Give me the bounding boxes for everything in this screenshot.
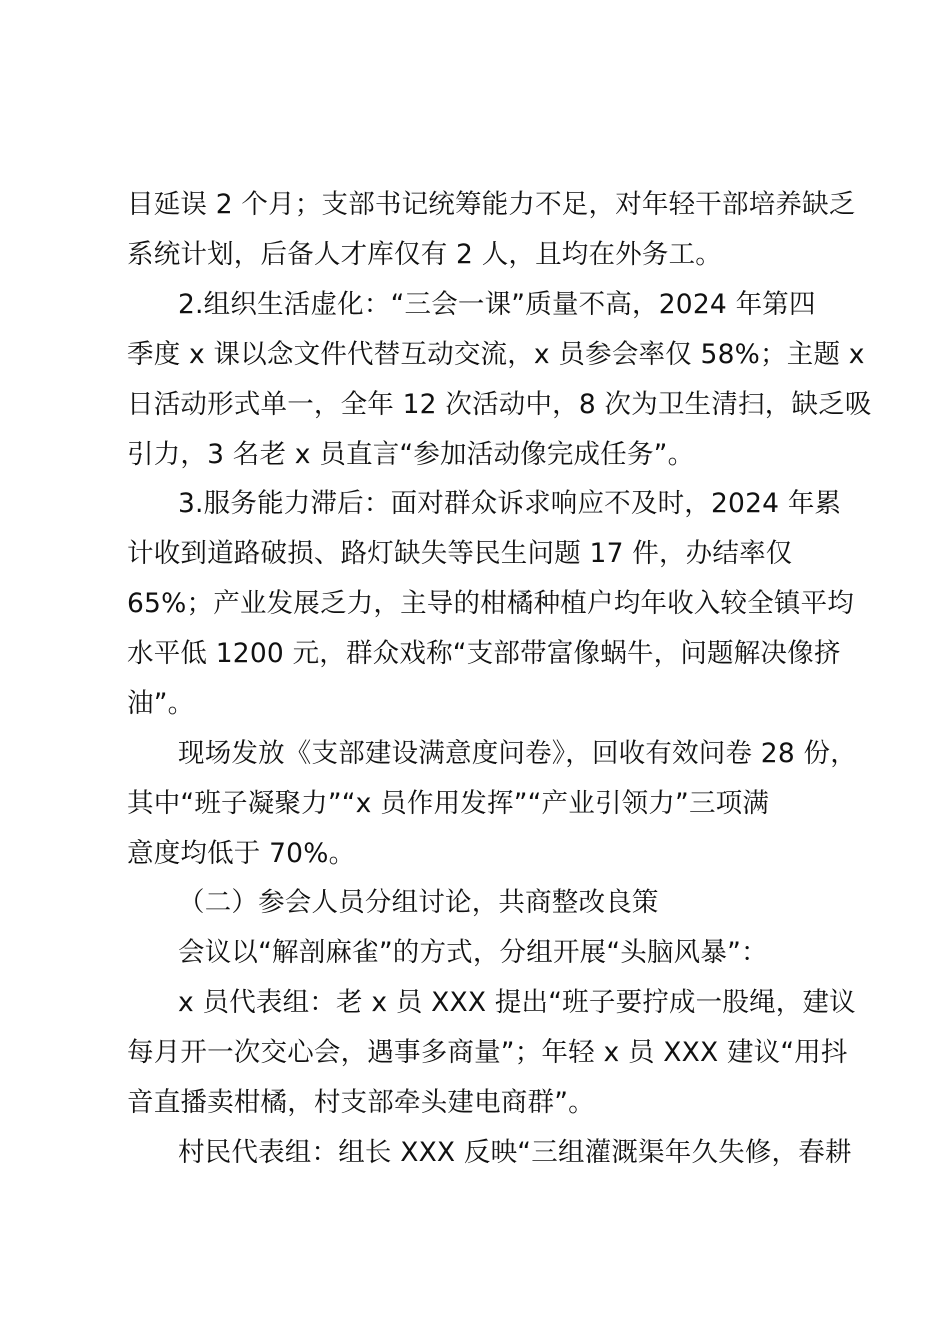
- paragraph-line: 会议以“解剖麻雀”的方式，分组开展“头脑风暴”：: [178, 937, 768, 968]
- paragraph-line: 油”。: [127, 688, 195, 719]
- paragraph-line: 3.服务能力滞后：面对群众诉求响应不及时，2024 年累: [178, 488, 842, 519]
- paragraph-line: 水平低 1200 元，群众戏称“支部带富像蜗牛，问题解决像挤: [127, 638, 841, 669]
- paragraph-line: 系统计划，后备人才库仅有 2 人，且均在外务工。: [127, 239, 723, 270]
- paragraph-line: 日活动形式单一，全年 12 次活动中，8 次为卫生清扫，缺乏吸: [127, 389, 872, 420]
- paragraph-line: 65%；产业发展乏力，主导的柑橘种植户均年收入较全镇平均: [127, 588, 854, 619]
- paragraph-line: 其中“班子凝聚力”“x 员作用发挥”“产业引领力”三项满: [127, 788, 770, 819]
- paragraph-line: 目延误 2 个月；支部书记统筹能力不足，对年轻干部培养缺乏: [127, 189, 856, 220]
- section-heading: （二）参会人员分组讨论，共商整改良策: [178, 887, 659, 918]
- paragraph-line: 计收到道路破损、路灯缺失等民生问题 17 件，办结率仅: [127, 538, 793, 569]
- paragraph-line: 引力，3 名老 x 员直言“参加活动像完成任务”。: [127, 439, 695, 470]
- paragraph-line: 现场发放《支部建设满意度问卷》，回收有效问卷 28 份，: [178, 738, 857, 769]
- paragraph-line: 季度 x 课以念文件代替互动交流，x 员参会率仅 58%；主题 x: [127, 339, 865, 370]
- paragraph-line: 意度均低于 70%。: [127, 838, 356, 869]
- paragraph-line: 村民代表组：组长 XXX 反映“三组灌溉渠年久失修，春耕: [178, 1137, 852, 1168]
- paragraph-line: x 员代表组：老 x 员 XXX 提出“班子要拧成一股绳，建议: [178, 987, 856, 1018]
- paragraph-line: 2.组织生活虚化：“三会一课”质量不高，2024 年第四: [178, 289, 816, 320]
- paragraph-line: 音直播卖柑橘，村支部牵头建电商群”。: [127, 1087, 595, 1118]
- paragraph-line: 每月开一次交心会，遇事多商量”；年轻 x 员 XXX 建议“用抖: [127, 1037, 848, 1068]
